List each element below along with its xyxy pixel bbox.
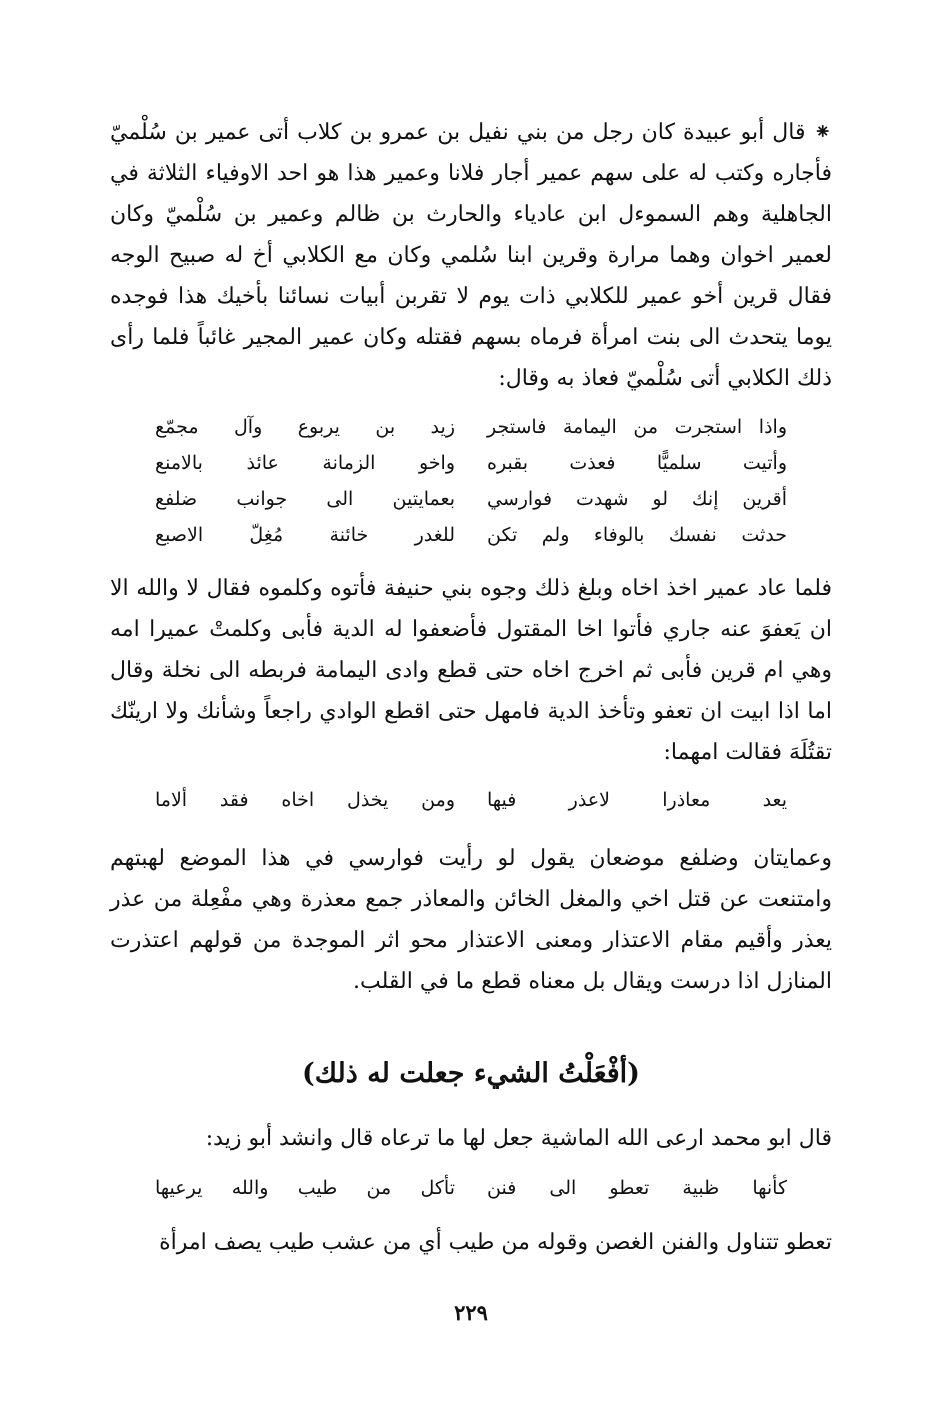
verse-second-hemistich: زيد بن يربوع وآل مجمّع [155, 416, 455, 438]
verse-line [155, 445, 787, 481]
paragraph-explanation: وعمايتان وضلفع موضعان يقول لو رأيت فوارسي في هذا الموضع لهبتهم وامتنعت عن قتل اخي والمغل الخائن والمعاذر جمع معذرة وهي مفْعِلة من عذر يعذر وأقيم مقام الاعتذار ومعنى الاعتذار محو اثر الموجدة من قولهم اعتذرت المنازل اذا درست ويقال بل معناه قطع ما في القلب. [110, 846, 832, 994]
verse-line [155, 782, 787, 818]
verse-first-hemistich: حدثت نفسك بالوفاء ولم تكن [487, 524, 787, 546]
paragraph-abu-muhammad: قال ابو محمد ارعى الله الماشية جعل لها ما ترعاه قال وانشد أبو زيد: [205, 1126, 832, 1151]
section-heading: (أفْعَلْتُ الشيء جعلت له ذلك) [302, 1058, 640, 1089]
verse-line [155, 409, 787, 445]
verse-line [155, 517, 787, 553]
verse-first-hemistich: كأنها ظبية تعطو الى فنن [487, 1177, 787, 1199]
paragraph-gloss: تعطو تتناول والفنن الغصن وقوله من طيب أي من عشب طيب يصف امرأة [159, 1230, 832, 1255]
poem-verses-1 [155, 409, 787, 553]
poem-verses-2 [155, 782, 787, 818]
verse-first-hemistich: يعد معاذرا لاعذر فيها [487, 789, 787, 811]
verse-second-hemistich: للغدر خائنة مُغِلّ الاصبع [155, 524, 455, 546]
verse-second-hemistich: تأكل من طيب والله يرعيها [155, 1177, 455, 1199]
verse-first-hemistich: أقرين إنك لو شهدت فوارسي [487, 488, 787, 510]
verse-line [155, 481, 787, 517]
verse-first-hemistich: وأتيت سلميًّا فعذت بقبره [487, 452, 787, 474]
verse-second-hemistich: واخو الزمانة عائذ بالامنع [155, 452, 455, 474]
paragraph-abu-ubayda-story: ⁕ قال أبو عبيدة كان رجل من بني نفيل بن عمرو بن كلاب أتى عمير بن سُلْميّ فأجاره وكتب له على سهم عمير أجار فلانا وعمير هذا هو احد الاوفياء الثلاثة في الجاهلية وهم السموءل ابن عادياء والحارث بن ظالم وعمير بن سُلْميّ وكان لعمير اخوان وهما مرارة وقرين ابنا سُلمي وكان مع الكلابي أخ له صبيح الوجه فقال قرين أخو عمير للكلابي ذات يوم لا تقربن أبيات نسائنا بأخيك هذا فوجده يوما يتحدث الى بنت امرأة فرماه بسهم فقتله وكان عمير المجير غائباً فلما رأى ذلك الكلابي أتى سُلْميّ فعاذ به وقال: [110, 120, 832, 391]
page-number: ٢٢٩ [454, 1300, 488, 1325]
verse-second-hemistich: بعمايتين الى جوانب ضلفع [155, 488, 455, 510]
verse-second-hemistich: ومن يخذل اخاه فقد ألاما [155, 789, 455, 811]
paragraph-umayr-brother: فلما عاد عمير اخذ اخاه وبلغ ذلك وجوه بني حنيفة فأتوه وكلموه فقال لا والله الا ان يَعفوَ عنه جاري فأتوا اخا المقتول فأضعفوا له الدية فأبى وكلمتْ عميرا امه وهي ام قرين فأبى ثم اخرج اخاه حتى قطع وادى اليمامة فربطه الى نخلة وقال اما اذا ابيت ان تعفو وتأخذ الدية فامهل حتى اقطع الوادي راجعاً وشأنك ولا ارينّك تقتُلَهَ فقالت امهما: [110, 576, 832, 765]
verse-first-hemistich: واذا استجرت من اليمامة فاستجر [487, 416, 787, 438]
poem-verses-3 [155, 1170, 787, 1206]
verse-line [155, 1170, 787, 1206]
